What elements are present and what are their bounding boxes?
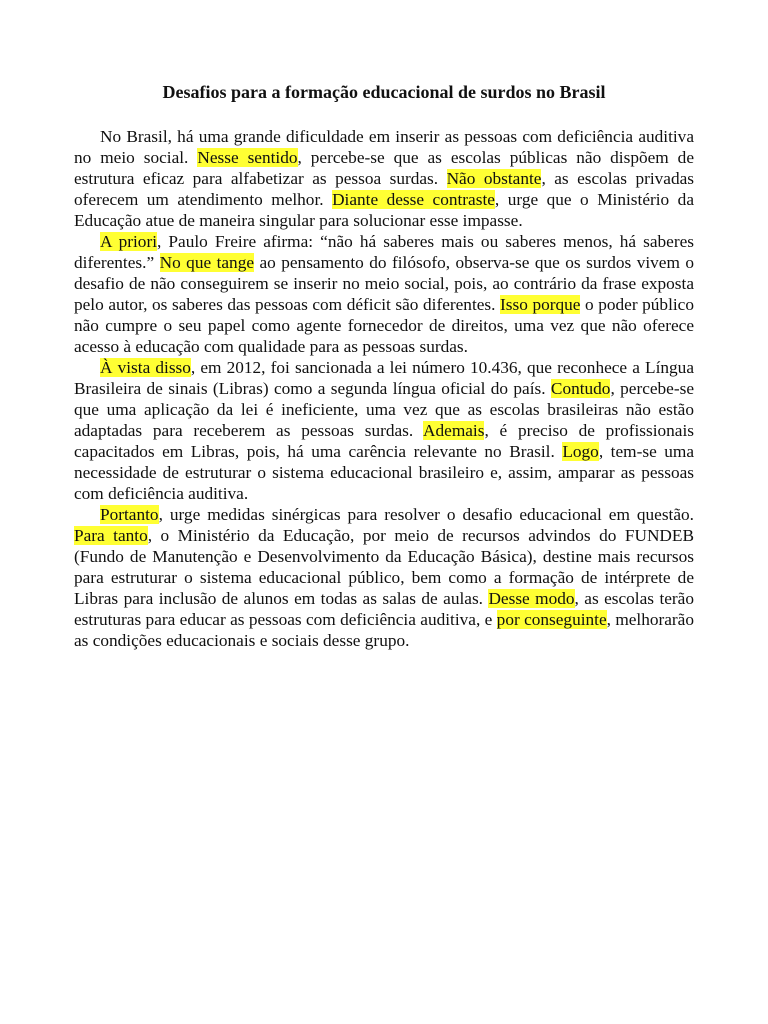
paragraph: [74, 357, 694, 504]
paragraph-text: , em 2012, foi sancionada a lei número 10.436, que reconhece a Língua Brasileira de sinais (Libras) como a segunda língua oficial do país.: [74, 358, 694, 398]
highlighted-connective: Não obstante: [446, 169, 542, 188]
paragraph-text: , urge que o Ministério da Educação atue de maneira singular para solucionar esse impasse.: [74, 190, 694, 230]
highlighted-connective: Contudo: [550, 379, 611, 398]
paragraph-text: , melhorarão as condições educacionais e sociais desse grupo.: [74, 610, 694, 650]
paragraph-text: , as escolas privadas oferecem um atendimento melhor.: [74, 169, 695, 209]
paragraph-text: , Paulo Freire afirma: “não há saberes mais ou saberes menos, há saberes diferentes.”: [74, 232, 695, 272]
highlighted-connective: Desse modo: [488, 589, 575, 608]
document-body: [74, 126, 694, 651]
highlighted-connective: Portanto: [100, 505, 159, 524]
paragraph: [74, 126, 694, 231]
paragraph-text: , percebe-se que uma aplicação da lei é ineficiente, uma vez que as escolas brasileiras não estão adaptadas para receberem as pessoas surdas.: [74, 379, 694, 440]
paragraph-text: o poder público não cumpre o seu papel como agente fornecedor de direitos, uma vez que não oferece acesso à educação com qualidade para as pessoas surdas.: [74, 295, 694, 356]
highlighted-connective: Para tanto: [74, 526, 148, 545]
paragraph-text: , percebe-se que as escolas públicas não dispõem de estrutura eficaz para alfabetizar as pessoa surdas.: [74, 148, 694, 188]
highlighted-connective: Diante desse contraste: [332, 190, 495, 209]
paragraph-text: ao pensamento do filósofo, observa-se que os surdos vivem o desafio de não conseguirem se inserir no meio social, pois, ao contrário da frase exposta pelo autor, os saberes das pessoas com déficit são diferentes.: [74, 253, 694, 314]
paragraph: [74, 504, 694, 651]
highlighted-connective: Isso porque: [500, 295, 581, 314]
highlighted-connective: por conseguinte: [496, 610, 607, 629]
paragraph-text: No Brasil, há uma grande dificuldade em inserir as pessoas com deficiência auditiva no meio social.: [74, 127, 694, 167]
paragraph-text: , é preciso de profissionais capacitados em Libras, pois, há uma carência relevante no Brasil.: [74, 421, 694, 461]
paragraph: [74, 231, 694, 357]
highlighted-connective: Ademais: [423, 421, 485, 440]
document-title: Desafios para a formação educacional de surdos no Brasil: [162, 82, 606, 102]
paragraph-text: , urge medidas sinérgicas para resolver o desafio educacional em questão.: [158, 505, 694, 524]
paragraph-text: , o Ministério da Educação, por meio de recursos advindos do FUNDEB (Fundo de Manutenção e Desenvolvimento da Educação Básica), destine mais recursos para estruturar o sistema educacional público, bem como a formação de intérprete de Libras para inclusão de alunos em todas as salas de aulas.: [74, 526, 694, 608]
highlighted-connective: Logo: [562, 442, 599, 461]
paragraph-text: , as escolas terão estruturas para educar as pessoas com deficiência auditiva, e: [74, 589, 694, 629]
highlighted-connective: No que tange: [159, 253, 255, 272]
highlighted-connective: À vista disso: [100, 358, 191, 377]
paragraph-text: , tem-se uma necessidade de estruturar o sistema educacional brasileiro e, assim, amparar as pessoas com deficiência auditiva.: [74, 442, 695, 503]
highlighted-connective: A priori: [100, 232, 158, 251]
highlighted-connective: Nesse sentido: [197, 148, 298, 167]
